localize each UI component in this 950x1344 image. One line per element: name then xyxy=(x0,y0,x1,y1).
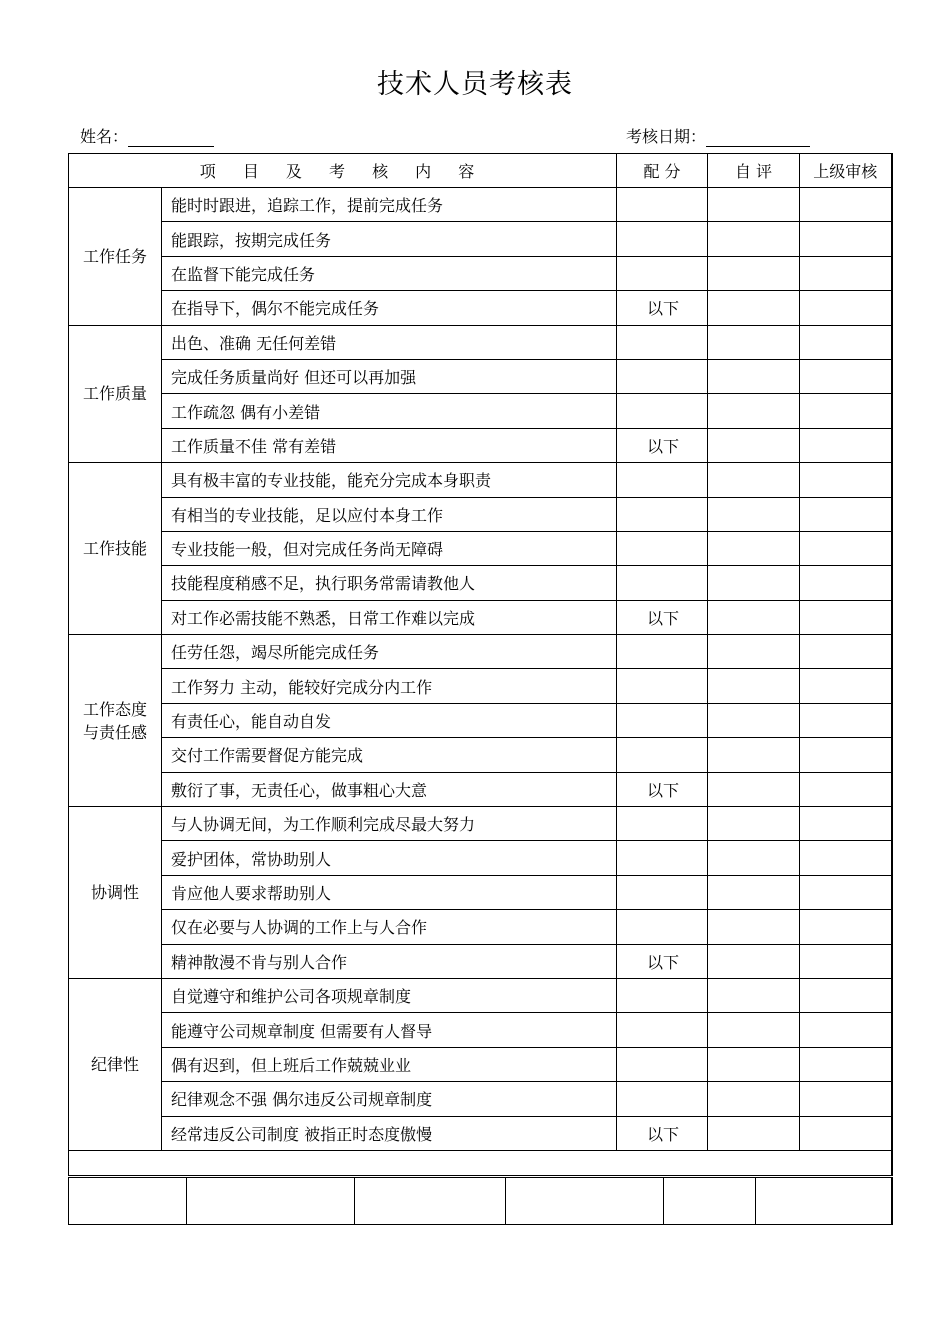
category-label: 纪律性 xyxy=(90,1054,139,1074)
score-cell[interactable] xyxy=(617,635,708,669)
self-eval-cell[interactable] xyxy=(708,188,800,222)
category-label: 工作态度 xyxy=(82,699,147,719)
score-cell[interactable] xyxy=(617,463,708,497)
table-row xyxy=(69,394,892,428)
blank-cell[interactable] xyxy=(69,1150,892,1175)
self-eval-cell[interactable] xyxy=(708,256,800,290)
superior-review-cell[interactable] xyxy=(800,325,892,359)
signature-cell[interactable] xyxy=(506,1178,664,1225)
criterion-text: 在指导下，偶尔不能完成任务 xyxy=(162,291,617,325)
category-label: 工作质量 xyxy=(82,384,147,404)
score-cell[interactable] xyxy=(617,910,708,944)
table-row xyxy=(69,635,892,669)
criterion-text: 有相当的专业技能，足以应付本身工作 xyxy=(162,497,617,531)
score-cell[interactable] xyxy=(617,1082,708,1116)
self-eval-cell[interactable] xyxy=(708,738,800,772)
table-row xyxy=(69,188,892,222)
date-field xyxy=(626,124,810,147)
superior-review-cell[interactable] xyxy=(800,222,892,256)
criterion-text: 能跟踪，按期完成任务 xyxy=(162,222,617,256)
superior-review-cell[interactable] xyxy=(800,428,892,462)
table-body xyxy=(69,188,892,1151)
self-eval-cell[interactable] xyxy=(708,531,800,565)
self-eval-cell[interactable] xyxy=(708,635,800,669)
superior-review-cell[interactable] xyxy=(800,394,892,428)
superior-review-cell[interactable] xyxy=(800,807,892,841)
superior-review-cell[interactable] xyxy=(800,1013,892,1047)
date-blank-line[interactable] xyxy=(706,128,810,147)
superior-review-cell[interactable] xyxy=(800,359,892,393)
score-cell[interactable]: 以下 xyxy=(617,428,708,462)
superior-review-cell[interactable] xyxy=(800,1082,892,1116)
superior-review-cell[interactable] xyxy=(800,1047,892,1081)
header-self-eval: 自 评 xyxy=(708,154,800,188)
criterion-text: 经常违反公司制度 被指正时态度傲慢 xyxy=(162,1116,617,1150)
header-score: 配 分 xyxy=(617,154,708,188)
evaluation-table xyxy=(68,153,893,1176)
criterion-text: 工作质量不佳 常有差错 xyxy=(162,428,617,462)
criterion-text: 偶有迟到，但上班后工作兢兢业业 xyxy=(162,1047,617,1081)
self-eval-cell[interactable] xyxy=(708,463,800,497)
score-cell[interactable] xyxy=(617,669,708,703)
self-eval-cell[interactable] xyxy=(708,497,800,531)
criterion-text: 与人协调无间，为工作顺利完成尽最大努力 xyxy=(162,807,617,841)
superior-review-cell[interactable] xyxy=(800,531,892,565)
superior-review-cell[interactable] xyxy=(800,1116,892,1150)
table-row xyxy=(69,1013,892,1047)
category-cell xyxy=(69,463,162,635)
criterion-text: 交付工作需要督促方能完成 xyxy=(162,738,617,772)
score-cell[interactable] xyxy=(617,978,708,1012)
table-row xyxy=(69,875,892,909)
category-cell xyxy=(69,188,162,326)
category-label: 与责任感 xyxy=(82,722,147,742)
score-cell[interactable] xyxy=(617,807,708,841)
score-cell[interactable] xyxy=(617,394,708,428)
criterion-text: 能时时跟进，追踪工作，提前完成任务 xyxy=(162,188,617,222)
self-eval-cell[interactable] xyxy=(708,841,800,875)
table-row xyxy=(69,463,892,497)
criterion-text: 专业技能一般，但对完成任务尚无障碍 xyxy=(162,531,617,565)
table-row xyxy=(69,291,892,325)
criterion-text: 完成任务质量尚好 但还可以再加强 xyxy=(162,359,617,393)
signature-cell[interactable] xyxy=(664,1178,756,1225)
self-eval-cell[interactable] xyxy=(708,428,800,462)
table-row xyxy=(69,910,892,944)
category-cell xyxy=(69,978,162,1150)
superior-review-cell[interactable] xyxy=(800,188,892,222)
superior-review-cell[interactable] xyxy=(800,600,892,634)
category-label: 工作任务 xyxy=(82,246,147,266)
table-row xyxy=(69,841,892,875)
table-row xyxy=(69,497,892,531)
superior-review-cell[interactable] xyxy=(800,497,892,531)
blank-row xyxy=(69,1150,892,1175)
score-cell[interactable] xyxy=(617,325,708,359)
signature-cell[interactable] xyxy=(756,1178,892,1225)
criterion-text: 具有极丰富的专业技能，能充分完成本身职责 xyxy=(162,463,617,497)
self-eval-cell[interactable] xyxy=(708,600,800,634)
table-row xyxy=(69,1116,892,1150)
criterion-text: 精神散漫不肯与别人合作 xyxy=(162,944,617,978)
self-eval-cell[interactable] xyxy=(708,875,800,909)
signature-cell[interactable] xyxy=(355,1178,506,1225)
table-row xyxy=(69,669,892,703)
table-row xyxy=(69,566,892,600)
criterion-text: 在监督下能完成任务 xyxy=(162,256,617,290)
criterion-text: 任劳任怨，竭尽所能完成任务 xyxy=(162,635,617,669)
table-row xyxy=(69,978,892,1012)
criterion-text: 工作疏忽 偶有小差错 xyxy=(162,394,617,428)
score-cell[interactable] xyxy=(617,497,708,531)
score-cell[interactable] xyxy=(617,1013,708,1047)
self-eval-cell[interactable] xyxy=(708,394,800,428)
signature-row xyxy=(69,1178,892,1225)
score-cell[interactable] xyxy=(617,359,708,393)
category-cell xyxy=(69,325,162,463)
name-blank-line[interactable] xyxy=(128,128,214,147)
criterion-text: 对工作必需技能不熟悉，日常工作难以完成 xyxy=(162,600,617,634)
self-eval-cell[interactable] xyxy=(708,359,800,393)
self-eval-cell[interactable] xyxy=(708,1082,800,1116)
criterion-text: 自觉遵守和维护公司各项规章制度 xyxy=(162,978,617,1012)
superior-review-cell[interactable] xyxy=(800,635,892,669)
score-cell[interactable] xyxy=(617,875,708,909)
score-cell[interactable] xyxy=(617,841,708,875)
superior-review-cell[interactable] xyxy=(800,566,892,600)
table-row xyxy=(69,944,892,978)
table-row xyxy=(69,807,892,841)
self-eval-cell[interactable] xyxy=(708,703,800,737)
table-row xyxy=(69,325,892,359)
criterion-text: 技能程度稍感不足，执行职务常需请教他人 xyxy=(162,566,617,600)
criterion-text: 能遵守公司规章制度 但需要有人督导 xyxy=(162,1013,617,1047)
table-row xyxy=(69,531,892,565)
superior-review-cell[interactable] xyxy=(800,291,892,325)
category-label: 协调性 xyxy=(90,883,139,902)
score-cell[interactable] xyxy=(617,256,708,290)
signature-cell[interactable] xyxy=(187,1178,355,1225)
table-row xyxy=(69,600,892,634)
score-cell[interactable]: 以下 xyxy=(617,600,708,634)
self-eval-cell[interactable] xyxy=(708,807,800,841)
self-eval-cell[interactable] xyxy=(708,222,800,256)
category-label: 工作技能 xyxy=(82,539,147,559)
superior-review-cell[interactable] xyxy=(800,772,892,806)
name-field xyxy=(80,124,214,147)
score-cell[interactable] xyxy=(617,703,708,737)
criterion-text: 有责任心，能自动自发 xyxy=(162,703,617,737)
self-eval-cell[interactable] xyxy=(708,1013,800,1047)
criterion-text: 敷衍了事，无责任心，做事粗心大意 xyxy=(162,772,617,806)
score-cell[interactable] xyxy=(617,738,708,772)
superior-review-cell[interactable] xyxy=(800,944,892,978)
self-eval-cell[interactable] xyxy=(708,291,800,325)
criterion-text: 工作努力 主动，能较好完成分内工作 xyxy=(162,669,617,703)
self-eval-cell[interactable] xyxy=(708,1047,800,1081)
score-cell[interactable] xyxy=(617,1047,708,1081)
criterion-text: 肯应他人要求帮助别人 xyxy=(162,875,617,909)
category-cell xyxy=(69,635,162,807)
criterion-text: 仅在必要与人协调的工作上与人合作 xyxy=(162,910,617,944)
date-label: 考核日期： xyxy=(626,127,707,146)
self-eval-cell[interactable] xyxy=(708,944,800,978)
score-cell[interactable] xyxy=(617,222,708,256)
table-row xyxy=(69,772,892,806)
header-superior-review: 上级审核 xyxy=(800,154,892,188)
score-cell[interactable] xyxy=(617,566,708,600)
score-cell[interactable] xyxy=(617,531,708,565)
self-eval-cell[interactable] xyxy=(708,910,800,944)
table-row xyxy=(69,256,892,290)
signature-cell[interactable] xyxy=(69,1178,187,1225)
score-cell[interactable]: 以下 xyxy=(617,772,708,806)
name-label: 姓名： xyxy=(80,127,129,146)
table-row xyxy=(69,1047,892,1081)
superior-review-cell[interactable] xyxy=(800,875,892,909)
table-row xyxy=(69,738,892,772)
self-eval-cell[interactable] xyxy=(708,1116,800,1150)
superior-review-cell[interactable] xyxy=(800,256,892,290)
signature-table xyxy=(68,1177,893,1225)
table-row xyxy=(69,428,892,462)
score-cell[interactable]: 以下 xyxy=(617,1116,708,1150)
header-content: 项 目 及 考 核 内 容 xyxy=(69,154,617,188)
superior-review-cell[interactable] xyxy=(800,669,892,703)
criterion-text: 纪律观念不强 偶尔违反公司规章制度 xyxy=(162,1082,617,1116)
criterion-text: 爱护团体，常协助别人 xyxy=(162,841,617,875)
superior-review-cell[interactable] xyxy=(800,910,892,944)
table-header-row xyxy=(69,154,892,188)
score-cell[interactable]: 以下 xyxy=(617,291,708,325)
superior-review-cell[interactable] xyxy=(800,978,892,1012)
self-eval-cell[interactable] xyxy=(708,566,800,600)
self-eval-cell[interactable] xyxy=(708,669,800,703)
score-cell[interactable] xyxy=(617,188,708,222)
table-row xyxy=(69,703,892,737)
self-eval-cell[interactable] xyxy=(708,772,800,806)
category-cell xyxy=(69,807,162,979)
table-row xyxy=(69,222,892,256)
superior-review-cell[interactable] xyxy=(800,463,892,497)
superior-review-cell[interactable] xyxy=(800,703,892,737)
superior-review-cell[interactable] xyxy=(800,841,892,875)
table-row xyxy=(69,359,892,393)
page-title: 技术人员考核表 xyxy=(377,69,573,100)
self-eval-cell[interactable] xyxy=(708,978,800,1012)
criterion-text: 出色、准确 无任何差错 xyxy=(162,325,617,359)
table-row xyxy=(69,1082,892,1116)
score-cell[interactable]: 以下 xyxy=(617,944,708,978)
self-eval-cell[interactable] xyxy=(708,325,800,359)
superior-review-cell[interactable] xyxy=(800,738,892,772)
